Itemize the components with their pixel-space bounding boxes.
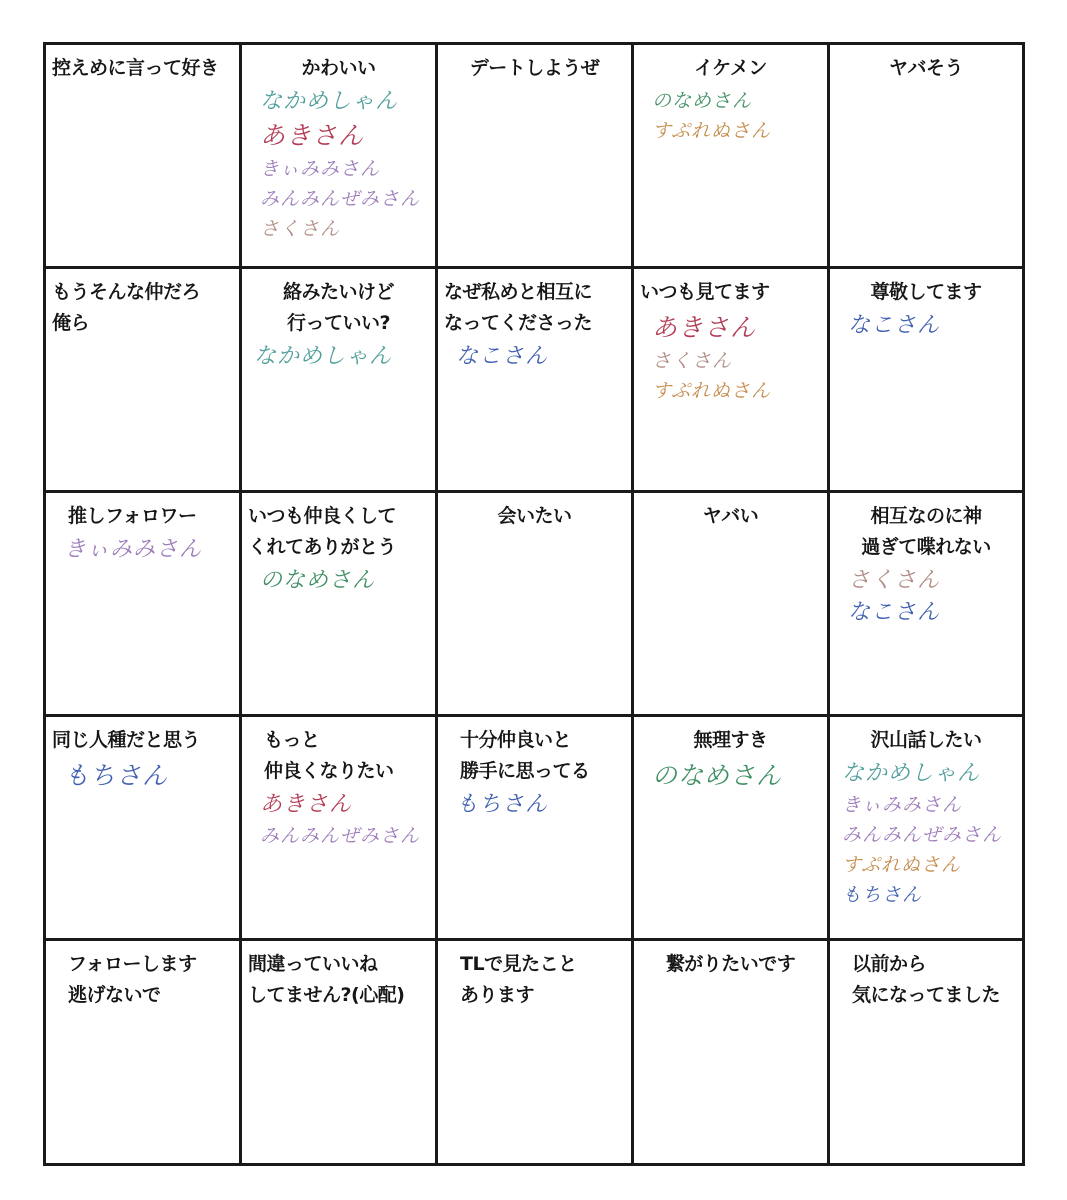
bingo-cell [830,493,1022,717]
bingo-cell [46,269,242,493]
handwritten-name: みんみんぜみさん [842,824,1003,846]
handwritten-name: のなめさん [652,90,753,112]
handwritten-name: みんみんぜみさん [260,825,421,847]
handwritten-name: なかめしゃん [842,761,981,786]
name-list [640,86,821,146]
cell-title: 無理すき [693,729,768,751]
handwritten-name: のなめさん [260,568,376,593]
name-list [836,565,1016,629]
cell-title: もうそんな仲だろ 俺ら [52,281,201,334]
bingo-cell [242,45,438,269]
bingo-cell [830,269,1022,493]
bingo-cell [438,717,634,941]
handwritten-name: きぃみみさん [842,794,963,816]
cell-title: ヤバい [702,505,759,527]
bingo-cell [634,493,830,717]
handwritten-name: なこさん [456,344,549,369]
name-list [52,758,233,794]
cell-title: TLで見たこと あります [460,953,577,1006]
bingo-cell [242,269,438,493]
handwritten-name: のなめさん [652,761,783,790]
handwritten-name: なかめしゃん [254,344,393,369]
bingo-grid [43,42,1025,1166]
bingo-cell [830,717,1022,941]
bingo-cell [438,45,634,269]
handwritten-name: きぃみみさん [260,158,381,180]
name-list [640,758,821,794]
cell-title: いつも見てます [640,281,770,303]
name-list [248,565,429,597]
bingo-cell [46,45,242,269]
handwritten-name: すぷれぬさん [652,380,772,402]
bingo-cell [242,941,438,1163]
name-list [248,86,429,244]
cell-title: 間違っていいね してません?(心配) [248,953,405,1006]
name-list [444,341,625,373]
name-list [640,310,821,406]
bingo-cell [46,941,242,1163]
handwritten-name: なこさん [848,313,941,338]
bingo-cell [438,493,634,717]
name-list [52,534,233,566]
handwritten-name: もちさん [64,761,169,790]
handwritten-name: みんみんぜみさん [260,188,421,210]
handwritten-name: さくさん [260,218,341,240]
handwritten-name: なかめしゃん [260,89,399,114]
bingo-cell [438,269,634,493]
bingo-cell [830,45,1022,269]
cell-title: 相互なのに神 過ぎて喋れない [861,505,991,558]
bingo-cell [438,941,634,1163]
handwritten-name: あきさん [260,121,365,150]
cell-title: 推しフォロワー [68,505,197,527]
cell-title: 以前から 気になってました [852,953,1001,1006]
name-list [836,758,1016,910]
cell-title: なぜ私めと相互に なってくださった [444,281,593,334]
handwritten-name: すぷれぬさん [842,854,962,876]
cell-title: 絡みたいけど 行っていい? [282,281,394,334]
bingo-cell [46,717,242,941]
bingo-cell [242,493,438,717]
bingo-cell [634,717,830,941]
cell-title: 尊敬してます [870,281,982,303]
name-list [836,310,1016,342]
handwritten-name: さくさん [848,568,941,593]
cell-title: 十分仲良いと 勝手に思ってる [460,729,590,782]
name-list [444,789,625,821]
handwritten-name: あきさん [652,313,757,342]
handwritten-name: もちさん [456,792,549,817]
cell-title: 控えめに言って好き [52,57,219,79]
cell-title: 会いたい [497,505,572,527]
cell-title: 沢山話したい [870,729,982,751]
handwritten-name: さくさん [652,350,733,372]
name-list [248,341,429,373]
cell-title: いつも仲良くして くれてありがとう [248,505,397,558]
cell-title: 同じ人種だと思う [52,729,201,751]
bingo-cell [830,941,1022,1163]
bingo-cell [242,717,438,941]
cell-title: デートしようぜ [469,57,600,79]
bingo-cell [634,269,830,493]
handwritten-name: きぃみみさん [64,537,203,562]
bingo-cell [634,941,830,1163]
cell-title: ヤバそう [888,57,963,79]
cell-title: フォローします 逃げないで [68,953,197,1006]
cell-title: 繋がりたいです [665,953,796,975]
handwritten-name: もちさん [842,884,923,906]
handwritten-name: なこさん [848,600,941,625]
name-list [248,789,429,851]
cell-title: イケメン [694,57,767,79]
cell-title: かわいい [301,57,376,79]
bingo-cell [46,493,242,717]
cell-title: もっと 仲良くなりたい [264,729,394,782]
bingo-cell [634,45,830,269]
handwritten-name: あきさん [260,792,353,817]
handwritten-name: すぷれぬさん [652,120,772,142]
